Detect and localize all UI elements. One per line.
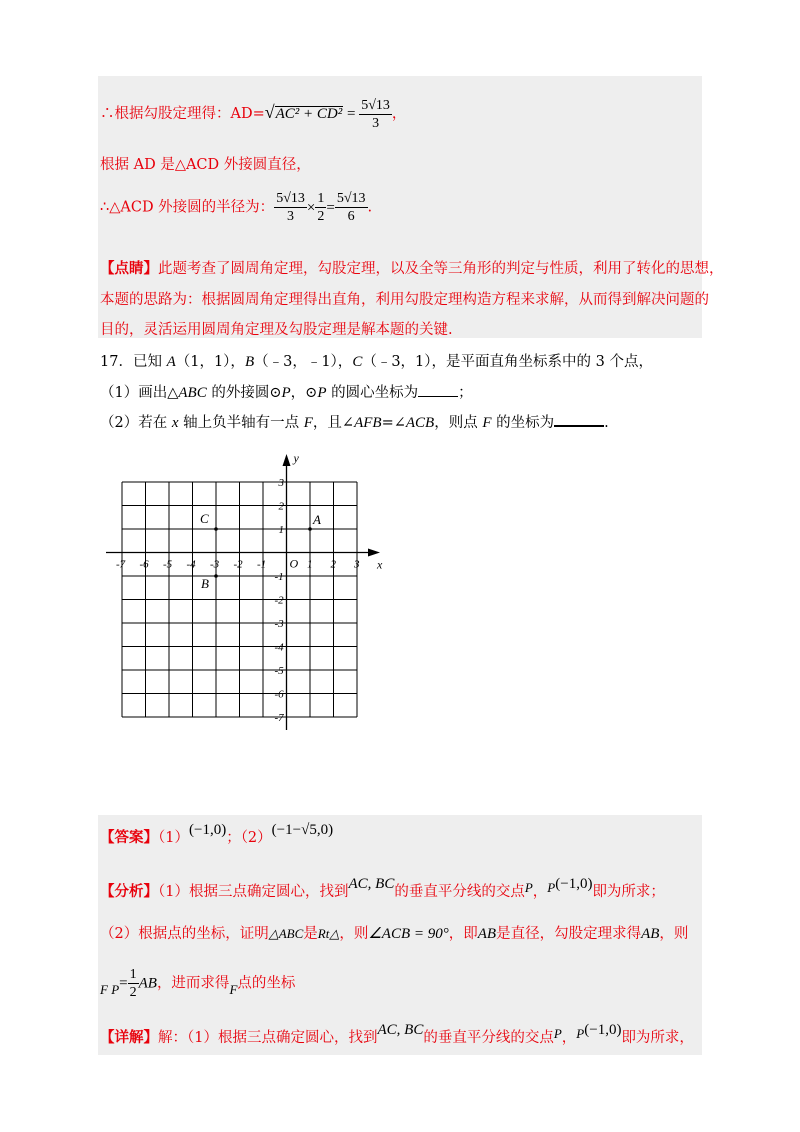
analysis-l2-ie: ，即 xyxy=(448,926,478,942)
y-tick-label: 3 xyxy=(278,477,284,489)
equals-sign: = xyxy=(326,199,335,216)
point-c-coord: （﹣3，1），是平面直角坐标系中的 3 个点， xyxy=(362,354,653,370)
x-tick-label: 3 xyxy=(354,558,360,571)
point-b-label: B xyxy=(201,576,209,591)
comment-line-1 xyxy=(100,257,724,278)
y-tick-label: -1 xyxy=(274,571,284,583)
analysis-l2-is: 是 xyxy=(303,926,318,942)
comment-line-3: 目的，灵活运用圆周角定理及勾股定理是解本题的关键. xyxy=(100,322,453,338)
analysis-l1-p: P xyxy=(524,880,533,895)
ad-suffix: ， xyxy=(391,105,407,122)
radius-prefix: ∴△ACD 外接圆的半径为： xyxy=(100,199,275,216)
detail-end: 即为所求， xyxy=(621,1030,694,1046)
detail-p: P xyxy=(553,1026,562,1041)
detail-line-1 xyxy=(100,1022,694,1047)
q1-p2: P xyxy=(317,385,327,401)
point-b-coord: （﹣3，﹣1）， xyxy=(254,354,353,370)
origin-label: O xyxy=(289,556,299,571)
q1-answer-blank[interactable] xyxy=(418,396,458,397)
grid-lines xyxy=(122,482,357,717)
radius-line xyxy=(100,190,372,225)
analysis-l2-text-2: 是直径，勾股定理求得 xyxy=(496,926,642,942)
point-c-label: C xyxy=(200,511,209,526)
q1-sep: ，⊙ xyxy=(290,385,318,401)
x-tick-label: -3 xyxy=(210,558,220,571)
analysis-l3-eq: = xyxy=(119,975,128,992)
analysis-l2-then: ，则 xyxy=(339,926,369,942)
q2-axis-text: 轴上负半轴有一点 xyxy=(178,415,304,431)
analysis-l1-text: （1）根据三点确定圆心，找到 xyxy=(158,884,349,900)
q2-f: F xyxy=(303,415,313,431)
coordinate-grid-figure xyxy=(100,450,390,740)
analysis-l3-ab: AB xyxy=(138,975,157,992)
detail-p2: P xyxy=(576,1026,585,1041)
q2-angle-prefix: ，且∠ xyxy=(312,415,355,431)
q2-f2: F xyxy=(482,415,492,431)
analysis-l2-end: ，则 xyxy=(659,926,689,942)
plotted-points xyxy=(200,511,321,591)
x-tick-labels xyxy=(116,556,360,571)
detail-segments: AC, BC xyxy=(377,1022,424,1038)
x-tick-label: -6 xyxy=(139,558,149,571)
q1-prefix: （1）画出△ xyxy=(100,385,179,401)
q1-center-prompt: 的圆心坐标为 xyxy=(326,385,419,401)
q1-p1: P xyxy=(281,385,291,401)
radius-suffix: . xyxy=(367,199,373,216)
x-tick-label: 2 xyxy=(330,558,336,571)
q1-triangle: ABC xyxy=(178,385,207,401)
x-tick-label: -5 xyxy=(163,558,173,571)
point-b xyxy=(214,574,218,578)
y-tick-label: 2 xyxy=(278,500,284,513)
x-tick-label: -4 xyxy=(186,558,196,571)
analysis-l2-ab: AB xyxy=(477,926,497,942)
radius-formula xyxy=(274,191,367,224)
analysis-l1-coord: (−1,0) xyxy=(555,876,593,892)
point-c xyxy=(214,527,218,531)
radius-result-denominator: 6 xyxy=(347,209,355,224)
analysis-l1-text-2: 的垂直平分线的交点 xyxy=(394,884,525,900)
radius-frac1-denominator: 3 xyxy=(287,209,295,224)
radius-frac2-numerator: 1 xyxy=(317,191,325,206)
analysis-tag: 【分析】 xyxy=(100,883,158,900)
radius-frac1-numerator: 5√13 xyxy=(276,191,305,206)
analysis-l1-sep: ， xyxy=(532,884,548,900)
axes xyxy=(106,451,383,730)
x-tick-label: -1 xyxy=(257,558,267,571)
q2-x: x xyxy=(171,415,179,431)
radius-frac2-denominator: 2 xyxy=(317,209,325,224)
x-tick-label: -2 xyxy=(233,558,243,571)
q1-circumcircle: 的外接圆⊙ xyxy=(206,385,282,401)
q2-eq: =∠ xyxy=(381,415,406,431)
stem-prefix: 17．已知 xyxy=(100,354,167,370)
y-tick-label: -7 xyxy=(274,712,284,724)
q2-prefix: （2）若在 xyxy=(100,415,172,431)
analysis-l2-ab2: AB xyxy=(641,926,660,942)
answer-tag: 【答案】 xyxy=(100,829,158,846)
ad-diameter-line: 根据 AD 是△ACD 外接圆直径， xyxy=(100,157,311,173)
analysis-l3-numerator: 1 xyxy=(129,967,137,982)
y-tick-label: -5 xyxy=(274,665,284,677)
y-tick-label: -4 xyxy=(274,641,284,654)
analysis-l1-segments: AC, BC xyxy=(348,876,395,892)
y-tick-labels xyxy=(275,477,285,724)
answer-separator: ； xyxy=(226,830,241,846)
analysis-line-3 xyxy=(100,966,295,1001)
q2-acb: ACB xyxy=(405,415,435,431)
comment-tag: 【点睛】 xyxy=(100,260,158,277)
q2-afb: AFB xyxy=(354,415,382,431)
ad-pythagoras-line xyxy=(100,97,406,132)
analysis-l2-triangle: △ABC xyxy=(268,926,304,941)
q2-end: . xyxy=(604,415,609,431)
analysis-l3-text: ，进而求得 xyxy=(156,975,230,992)
detail-tag: 【详解】 xyxy=(100,1029,158,1046)
y-tick-label: -2 xyxy=(274,594,284,607)
x-axis-arrow xyxy=(368,549,380,557)
y-tick-label: -6 xyxy=(274,688,284,701)
comment-text-1: 此题考查了圆周角定理，勾股定理，以及全等三角形的判定与性质，利用了转化的思想， xyxy=(158,261,724,277)
y-axis-arrow xyxy=(283,454,291,466)
analysis-l3-f: F xyxy=(229,981,238,997)
detail-coord: (−1,0) xyxy=(584,1022,622,1038)
q2-coord-prompt: 的坐标为 xyxy=(491,415,555,431)
analysis-l2-rt: Rt△ xyxy=(317,926,340,941)
x-tick-label: -7 xyxy=(116,558,126,571)
times-sign: × xyxy=(306,199,316,216)
detail-text-2: 的垂直平分线的交点 xyxy=(423,1030,554,1046)
q1-end: ； xyxy=(458,385,473,401)
point-a xyxy=(308,527,312,531)
problem-17-question-1 xyxy=(100,381,473,402)
analysis-l2-angle: ∠ACB = 90° xyxy=(368,926,449,942)
ad-radicand: AC² + CD² xyxy=(275,105,343,122)
q2-answer-blank[interactable] xyxy=(554,425,604,427)
analysis-line-1 xyxy=(100,876,665,901)
radius-result-numerator: 5√13 xyxy=(336,191,366,206)
answer-part-2-label: （2） xyxy=(240,830,272,846)
answer-part-1-value: (−1,0) xyxy=(188,822,227,838)
ad-result-numerator: 5√13 xyxy=(361,98,390,113)
answer-part-2-value: (−1−√5,0) xyxy=(271,822,334,838)
comment-line-2: 本题的思路为：根据圆周角定理得出直角，利用勾股定理构造方程来求解，从而得到解决问题的 xyxy=(100,292,709,308)
detail-text: 解：（1）根据三点确定圆心，找到 xyxy=(158,1030,378,1046)
point-a-label: A xyxy=(166,354,176,370)
analysis-l1-p2: P xyxy=(547,880,556,895)
analysis-l1-end: 即为所求； xyxy=(592,884,665,900)
point-a-label: A xyxy=(313,512,321,527)
analysis-l3-denominator: 2 xyxy=(129,985,137,1000)
problem-17-question-2 xyxy=(100,411,609,432)
point-a-coord: （1，1）， xyxy=(175,354,245,370)
analysis-l2-text: （2）根据点的坐标，证明 xyxy=(100,926,269,942)
analysis-l3-fp: F P xyxy=(100,981,120,997)
ad-prefix: ∴根据勾股定理得：AD= xyxy=(100,105,265,122)
y-tick-label: 1 xyxy=(278,524,284,536)
answer-line xyxy=(100,822,334,847)
ad-formula: √AC² + CD² = $\frac{5√13}{3}$ xyxy=(264,98,390,131)
y-tick-label: -3 xyxy=(274,618,284,630)
y-axis-label: y xyxy=(293,451,299,465)
point-c-label: C xyxy=(352,354,363,370)
q2-then: ，则点 xyxy=(434,415,483,431)
analysis-l3-end: 点的坐标 xyxy=(237,975,296,992)
x-axis-label: x xyxy=(377,557,383,572)
x-tick-label: 1 xyxy=(307,558,313,571)
answer-part-1-label: （1） xyxy=(158,830,189,846)
problem-17-stem xyxy=(100,350,653,371)
analysis-line-2 xyxy=(100,922,688,943)
point-b-label: B xyxy=(244,354,255,370)
ad-result-denominator: 3 xyxy=(372,116,380,131)
detail-sep: ， xyxy=(561,1030,577,1046)
